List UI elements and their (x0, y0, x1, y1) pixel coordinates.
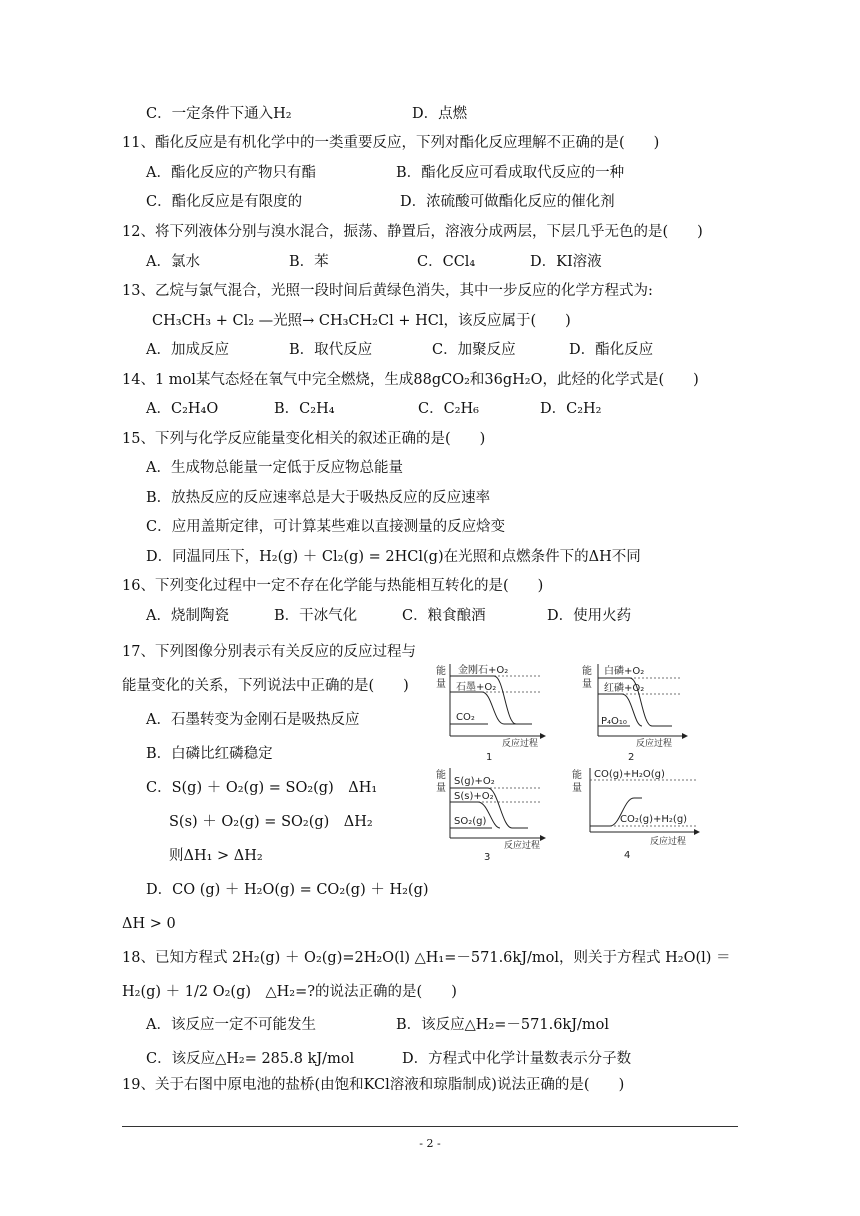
diagram4-xlabel: 反应过程 (650, 837, 687, 847)
q12-option-a: A．氯水 (146, 254, 200, 270)
q14-option-c: C．C₂H₆ (418, 401, 479, 417)
energy-diagram-1 (432, 660, 552, 763)
diagram4-ylabel-top: 能 (572, 770, 582, 781)
footer-rule (122, 1126, 738, 1127)
q16-option-c: C．粮食酿酒 (402, 608, 486, 624)
diagram3-level-1: S(g)+O₂ (454, 776, 495, 787)
diagram1-ylabel-top: 能 (436, 666, 446, 677)
q11-option-c: C．酯化反应是有限度的 (146, 194, 303, 210)
diagram1-level-1: 金刚石+O₂ (458, 665, 509, 676)
diagram2-xlabel: 反应过程 (636, 739, 673, 749)
q11-stem: 11、酯化反应是有机化学中的一类重要反应，下列对酯化反应理解不正确的是( ) (122, 135, 660, 151)
q14-option-b: B．C₂H₄ (274, 401, 335, 417)
q18-stem-line1: 18、已知方程式 2H₂(g) ＋ O₂(g)=2H₂O(l) △H₁=－571.6kJ/mol，则关于方程式 H₂O(l) ＝ (122, 950, 731, 966)
energy-diagram-4 (568, 768, 688, 861)
diagram3-ylabel-bottom: 量 (436, 783, 446, 794)
q13-option-a: A．加成反应 (146, 342, 229, 358)
q17-option-b: B．白磷比红磷稳定 (146, 746, 273, 762)
q18-option-d: D．方程式中化学计量数表示分子数 (402, 1051, 632, 1067)
diagram1-level-3: CO₂ (456, 712, 475, 723)
diagram2-ylabel-top: 能 (582, 666, 592, 677)
q17-option-c: C．S(g) ＋ O₂(g) = SO₂(g) ΔH₁ (146, 780, 378, 796)
energy-diagram-2 (580, 660, 700, 763)
q11-option-a: A．酯化反应的产物只有酯 (146, 165, 316, 181)
q15-option-a: A．生成物总能量一定低于反应物总能量 (146, 460, 403, 476)
q10-option-d: D．点燃 (412, 106, 468, 122)
q14-option-d: D．C₂H₂ (540, 401, 602, 417)
diagram3-level-2: S(s)+O₂ (454, 791, 494, 802)
q15-stem: 15、下列与化学反应能量变化相关的叙述正确的是( ) (122, 431, 486, 447)
q16-option-b: B．干冰气化 (274, 608, 358, 624)
diagram4-number: 4 (624, 850, 631, 861)
diagram1-level-2: 石墨+O₂ (456, 682, 497, 693)
q17-option-a: A．石墨转变为金刚石是吸热反应 (146, 712, 360, 728)
q12-option-c: C．CCl₄ (417, 254, 476, 270)
q12-option-d: D．KI溶液 (530, 254, 602, 270)
q17-option-c-line3: 则ΔH₁ > ΔH₂ (169, 848, 263, 864)
q11-option-b: B．酯化反应可看成取代反应的一种 (396, 165, 625, 181)
q11-option-d: D．浓硫酸可做酯化反应的催化剂 (400, 194, 615, 210)
q13-option-d: D．酯化反应 (569, 342, 654, 358)
diagram1-xlabel: 反应过程 (502, 739, 539, 749)
diagram2-number: 2 (628, 752, 635, 763)
q15-option-d: D．同温同压下，H₂(g) ＋ Cl₂(g) = 2HCl(g)在光照和点燃条件下的ΔH不同 (146, 549, 641, 565)
q13-option-b: B．取代反应 (289, 342, 373, 358)
q17-option-d-line2: ΔH > 0 (122, 916, 176, 932)
q17-option-d: D．CO (g) ＋ H₂O(g) = CO₂(g) ＋ H₂(g) (146, 882, 429, 898)
diagram2-level-1: 白磷+O₂ (604, 666, 645, 677)
q18-option-a: A．该反应一定不可能发生 (146, 1017, 316, 1033)
q16-option-d: D．使用火药 (547, 608, 632, 624)
diagram3-number: 3 (484, 852, 491, 863)
q13-option-c: C．加聚反应 (432, 342, 516, 358)
q12-option-b: B．苯 (289, 254, 329, 270)
q13-stem: 13、乙烷与氯气混合，光照一段时间后黄绿色消失，其中一步反应的化学方程式为: (122, 283, 653, 299)
page-number: - 2 - (419, 1137, 441, 1150)
diagram4-level-2: CO₂(g)+H₂(g) (620, 814, 688, 825)
diagram3-ylabel-top: 能 (436, 770, 446, 781)
q19-stem: 19、关于右图中原电池的盐桥(由饱和KCl溶液和琼脂制成)说法正确的是( ) (122, 1077, 625, 1093)
q15-option-b: B．放热反应的反应速率总是大于吸热反应的反应速率 (146, 490, 491, 506)
q14-stem: 14、1 mol某气态烃在氧气中完全燃烧，生成88gCO₂和36gH₂O，此烃的化学式是( ) (122, 372, 699, 388)
diagram2-ylabel-bottom: 量 (582, 679, 592, 690)
q13-equation: CH₃CH₃ + Cl₂ —光照→ CH₃CH₂Cl + HCl，该反应属于( ) (152, 313, 571, 329)
q17-stem-line1: 17、下列图像分别表示有关反应的反应过程与 (122, 644, 416, 660)
q16-option-a: A．烧制陶瓷 (146, 608, 229, 624)
q17-stem-line2: 能量变化的关系，下列说法中正确的是( ) (122, 678, 409, 694)
q17-option-c-line2: S(s) ＋ O₂(g) = SO₂(g) ΔH₂ (169, 814, 373, 830)
q12-stem: 12、将下列液体分别与溴水混合，振荡、静置后，溶液分成两层，下层几乎无色的是( ) (122, 224, 703, 240)
q18-option-c: C．该反应△H₂= 285.8 kJ/mol (146, 1051, 355, 1067)
q18-option-b: B．该反应△H₂=－571.6kJ/mol (396, 1017, 610, 1033)
diagram4-ylabel-bottom: 量 (572, 783, 582, 794)
diagram3-level-3: SO₂(g) (454, 816, 487, 827)
q18-stem-line2: H₂(g) ＋ 1/2 O₂(g) △H₂=?的说法正确的是( ) (122, 984, 457, 1000)
energy-diagram-3 (432, 768, 552, 863)
diagram1-number: 1 (486, 752, 493, 763)
diagram2-level-2: 红磷+O₂ (604, 683, 645, 694)
q10-option-c: C．一定条件下通入H₂ (146, 106, 292, 122)
diagram4-level-1: CO(g)+H₂O(g) (594, 769, 665, 780)
q14-option-a: A．C₂H₄O (146, 401, 219, 417)
diagram1-ylabel-bottom: 量 (436, 679, 446, 690)
diagram2-level-3: P₄O₁₀ (601, 716, 627, 727)
q15-option-c: C．应用盖斯定律，可计算某些难以直接测量的反应焓变 (146, 519, 506, 535)
diagram3-xlabel: 反应过程 (504, 841, 541, 851)
q16-stem: 16、下列变化过程中一定不存在化学能与热能相互转化的是( ) (122, 578, 544, 594)
